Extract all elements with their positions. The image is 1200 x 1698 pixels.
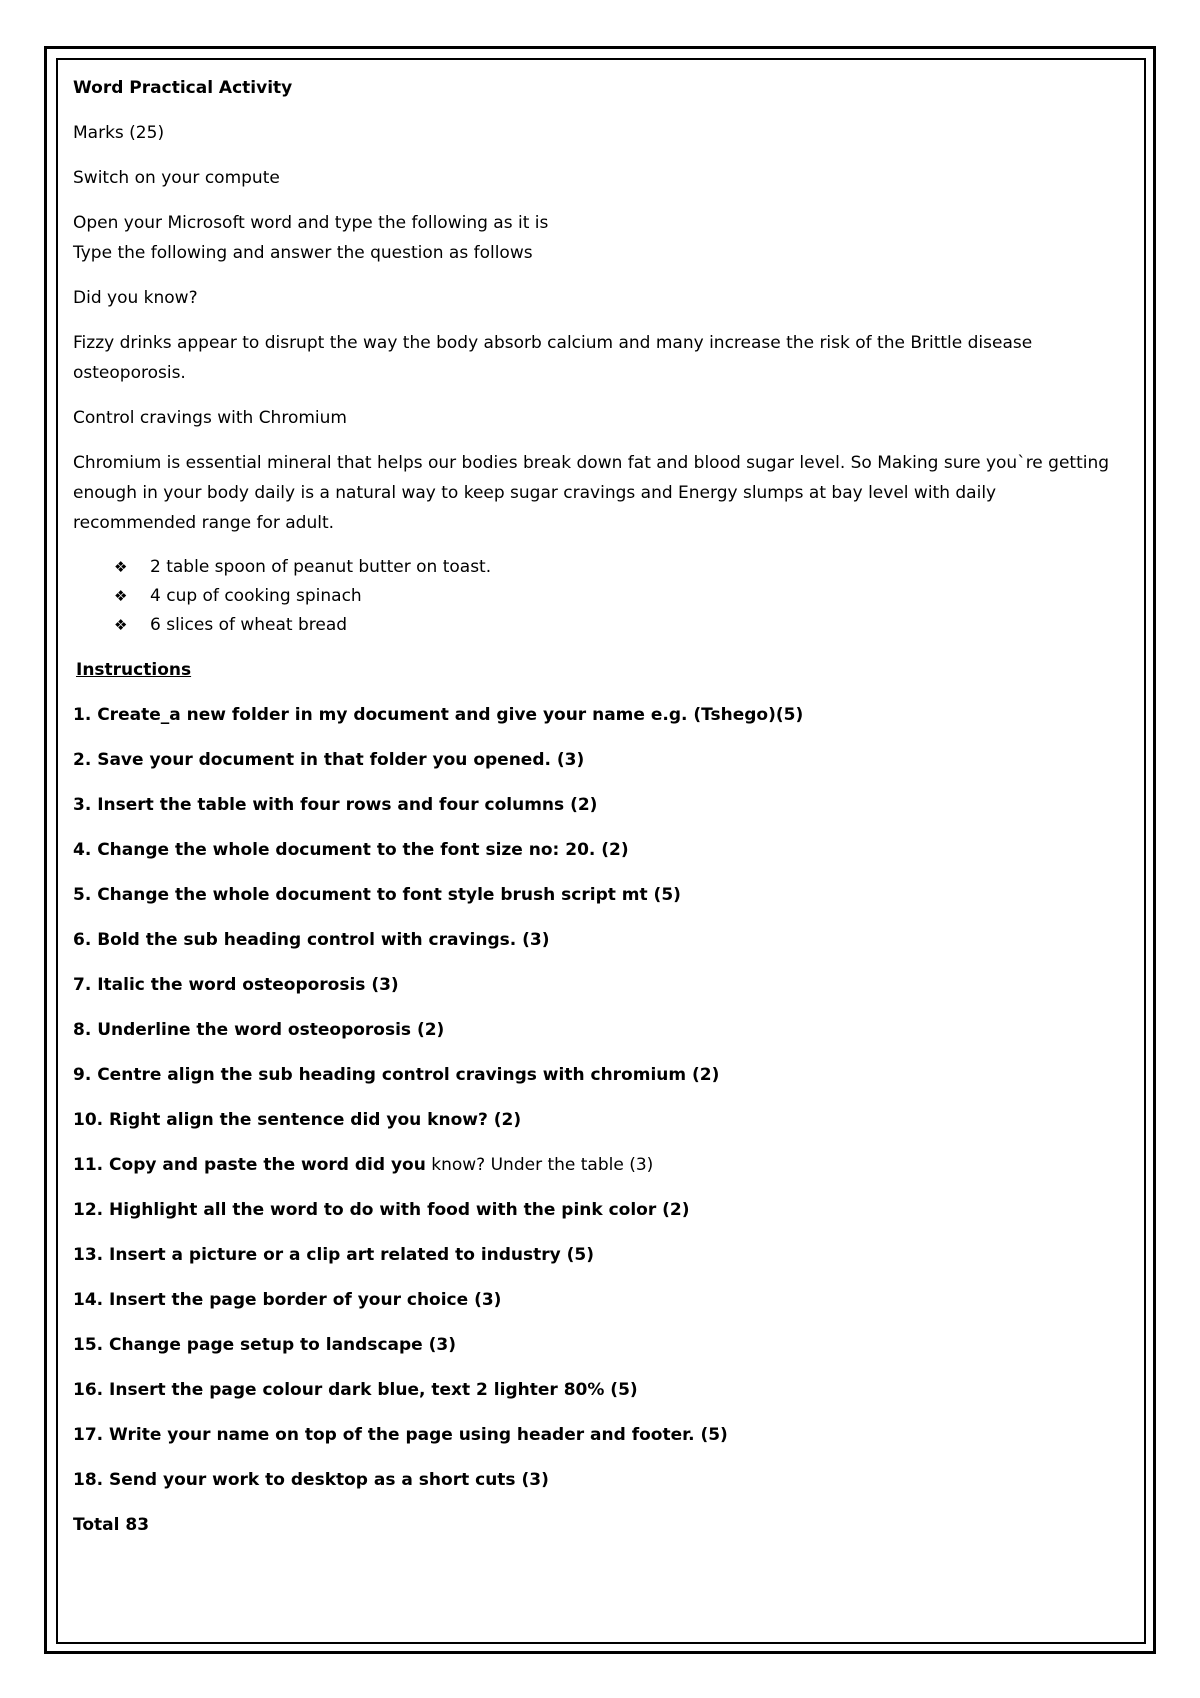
instruction-item: 2. Save your document in that folder you opened. (3) xyxy=(73,750,585,770)
instructions-heading: Instructions xyxy=(76,660,192,680)
instruction-11-normal: know? Under the table (3) xyxy=(425,1155,654,1175)
open-word-line: Open your Microsoft word and type the following as it is xyxy=(73,213,549,233)
diamond-star-icon: ❖ xyxy=(114,558,128,576)
switch-on-line: Switch on your compute xyxy=(73,168,280,188)
diamond-star-icon: ❖ xyxy=(114,616,128,634)
instruction-item xyxy=(73,1150,1123,1180)
instruction-11-bold: 11. Copy and paste the word did you xyxy=(73,1155,426,1175)
instruction-item: 13. Insert a picture or a clip art related to industry (5) xyxy=(73,1245,595,1265)
instruction-item: 8. Underline the word osteoporosis (2) xyxy=(73,1020,445,1040)
list-item-label: 4 cup of cooking spinach xyxy=(150,586,362,606)
instruction-item: 7. Italic the word osteoporosis (3) xyxy=(73,975,399,995)
type-following-line: Type the following and answer the question as follows xyxy=(73,243,533,263)
list-item xyxy=(73,611,1123,640)
document-body xyxy=(73,73,1123,1540)
food-bullet-list xyxy=(73,553,1123,640)
instruction-item: 17. Write your name on top of the page using header and footer. (5) xyxy=(73,1425,728,1445)
instruction-item: 5. Change the whole document to font style brush script mt (5) xyxy=(73,885,681,905)
instruction-item: 15. Change page setup to landscape (3) xyxy=(73,1335,456,1355)
list-item-label: 2 table spoon of peanut butter on toast. xyxy=(150,557,492,577)
did-you-know-line: Did you know? xyxy=(73,288,198,308)
instruction-item: 4. Change the whole document to the font size no: 20. (2) xyxy=(73,840,629,860)
instruction-item: 12. Highlight all the word to do with food with the pink color (2) xyxy=(73,1200,690,1220)
list-item-label: 6 slices of wheat bread xyxy=(150,615,348,635)
instruction-item: 10. Right align the sentence did you know? (2) xyxy=(73,1110,522,1130)
instruction-item: 6. Bold the sub heading control with cravings. (3) xyxy=(73,930,550,950)
instruction-item: 1. Create_a new folder in my document and give your name e.g. (Tshego)(5) xyxy=(73,705,804,725)
list-item xyxy=(73,553,1123,582)
chromium-paragraph: Chromium is essential mineral that helps our bodies break down fat and blood sugar level. So Making sure you`re getting enough in your body daily is a natural way to keep sugar cravings and Energy slumps at bay level with daily recommended range for adult. xyxy=(73,453,1110,533)
list-item xyxy=(73,582,1123,611)
instruction-item: 9. Centre align the sub heading control cravings with chromium (2) xyxy=(73,1065,720,1085)
diamond-star-icon: ❖ xyxy=(114,587,128,605)
control-cravings-heading: Control cravings with Chromium xyxy=(73,408,347,428)
document-title: Word Practical Activity xyxy=(73,78,293,98)
instruction-item: 18. Send your work to desktop as a short cuts (3) xyxy=(73,1470,549,1490)
fizzy-paragraph: Fizzy drinks appear to disrupt the way the body absorb calcium and many increase the risk of the Brittle disease osteoporosis. xyxy=(73,333,1033,383)
instruction-item: 3. Insert the table with four rows and four columns (2) xyxy=(73,795,598,815)
instruction-item: 14. Insert the page border of your choice (3) xyxy=(73,1290,502,1310)
total-marks: Total 83 xyxy=(73,1515,150,1535)
instruction-item: 16. Insert the page colour dark blue, text 2 lighter 80% (5) xyxy=(73,1380,638,1400)
marks-line: Marks (25) xyxy=(73,123,165,143)
